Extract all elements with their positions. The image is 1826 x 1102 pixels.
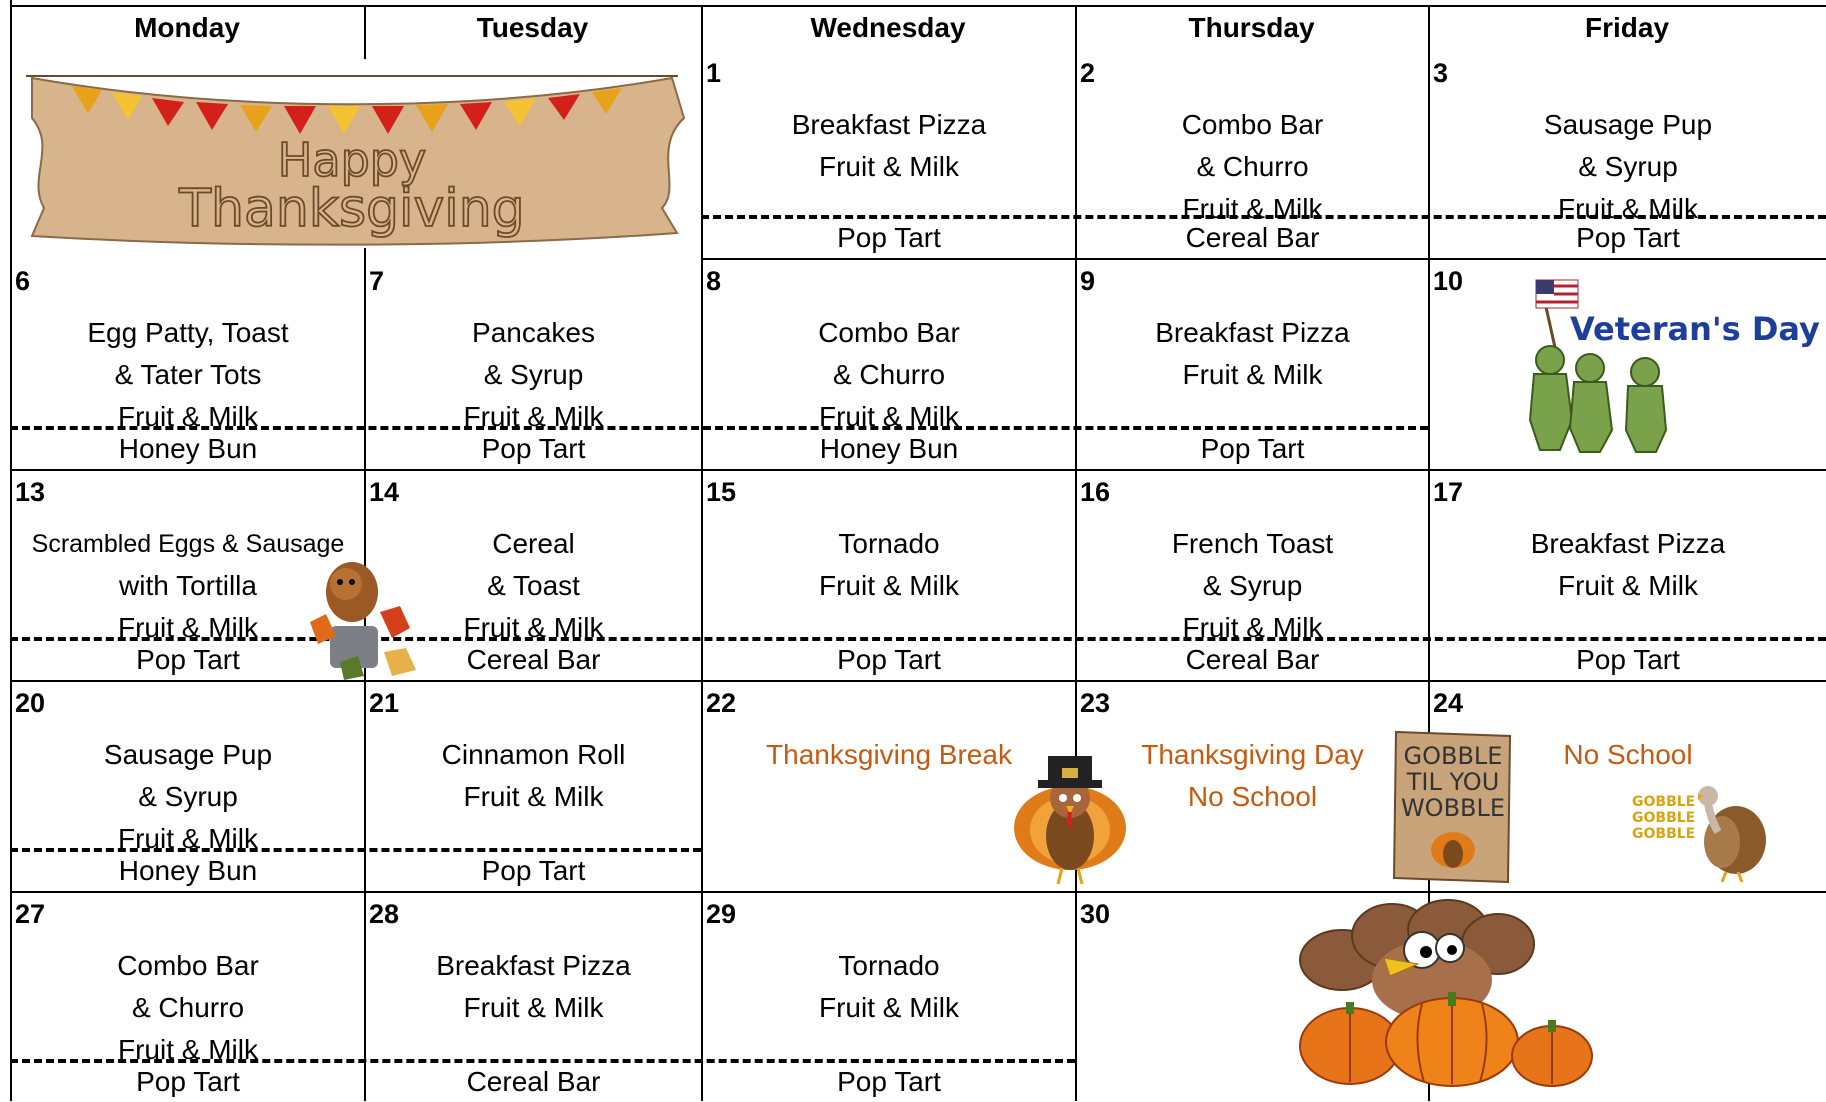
holiday-line: Thanksgiving Day bbox=[1141, 739, 1364, 770]
meal-line: Fruit & Milk bbox=[463, 401, 604, 432]
svg-text:Veteran's Day: Veteran's Day bbox=[1570, 310, 1820, 348]
meal-line: Combo Bar bbox=[117, 950, 259, 981]
svg-text:GOBBLE: GOBBLE bbox=[1632, 826, 1696, 842]
meal-lines bbox=[12, 312, 364, 438]
day-cell-8 bbox=[703, 260, 1075, 469]
holiday-note bbox=[703, 734, 1075, 776]
meal-line: Breakfast Pizza bbox=[1530, 528, 1726, 559]
day-number: 22 bbox=[706, 688, 737, 718]
day-cell-30 bbox=[1077, 893, 1428, 1101]
alternate-item: Pop Tart bbox=[481, 855, 586, 886]
meal-line: Breakfast Pizza bbox=[1155, 317, 1350, 348]
meal-line: Tornado bbox=[838, 528, 940, 559]
meal-line: & Churro bbox=[131, 992, 245, 1023]
day-cell-27 bbox=[12, 893, 364, 1101]
meal-line: Fruit & Milk bbox=[118, 1034, 258, 1065]
meal-line: & Tater Tots bbox=[114, 359, 262, 390]
meal-line: & Toast bbox=[487, 570, 580, 601]
meal-line: & Syrup bbox=[1578, 151, 1678, 182]
meal-line: Fruit & Milk bbox=[819, 151, 959, 182]
meal-line: Fruit & Milk bbox=[463, 781, 604, 812]
alternate-item: Pop Tart bbox=[837, 222, 941, 253]
svg-text:GOBBLE: GOBBLE bbox=[1403, 742, 1503, 770]
day-header-friday: Friday bbox=[1584, 12, 1670, 43]
day-number: 3 bbox=[1433, 58, 1449, 88]
meal-lines bbox=[366, 312, 701, 438]
day-number: 2 bbox=[1080, 58, 1096, 88]
alternate-item: Pop Tart bbox=[136, 644, 240, 675]
day-cell-1 bbox=[703, 52, 1075, 258]
meal-lines bbox=[12, 523, 364, 649]
svg-text:GOBBLE: GOBBLE bbox=[1632, 794, 1696, 810]
meal-lines bbox=[703, 104, 1075, 188]
alternate-item: Pop Tart bbox=[1200, 433, 1305, 464]
meal-line: & Syrup bbox=[138, 781, 238, 812]
alternate-item: Pop Tart bbox=[481, 433, 586, 464]
meal-line: Fruit & Milk bbox=[819, 992, 959, 1023]
meal-line: Breakfast Pizza bbox=[791, 109, 987, 140]
day-cell-10 bbox=[1430, 260, 1826, 469]
day-cell-16 bbox=[1077, 471, 1428, 680]
day-cell-3 bbox=[1430, 52, 1826, 258]
day-number: 1 bbox=[706, 58, 722, 88]
meal-lines bbox=[1077, 523, 1428, 649]
svg-text:Happy: Happy bbox=[277, 133, 427, 187]
day-number: 14 bbox=[369, 477, 400, 507]
day-header-monday: Monday bbox=[134, 12, 240, 43]
day-cell-6 bbox=[12, 260, 364, 469]
meal-line: Combo Bar bbox=[1181, 109, 1324, 140]
alternate-item: Cereal Bar bbox=[466, 644, 601, 675]
meal-line: Fruit & Milk bbox=[1182, 612, 1323, 643]
day-cell-21 bbox=[366, 682, 701, 891]
meal-lines bbox=[1077, 312, 1428, 396]
day-cell-15 bbox=[703, 471, 1075, 680]
meal-lines bbox=[366, 523, 701, 649]
meal-line: Egg Patty, Toast bbox=[87, 317, 289, 348]
svg-text:Thanksgiving: Thanksgiving bbox=[179, 179, 525, 239]
meal-line: Fruit & Milk bbox=[1558, 193, 1698, 224]
holiday-note bbox=[1430, 734, 1826, 776]
day-cell-22 bbox=[703, 682, 1075, 891]
svg-text:GOBBLE: GOBBLE bbox=[1632, 810, 1696, 826]
meal-line: Fruit & Milk bbox=[463, 992, 604, 1023]
day-number: 13 bbox=[15, 477, 46, 507]
meal-line: Scrambled Eggs & Sausage bbox=[31, 530, 345, 558]
meal-line: Sausage Pup bbox=[103, 739, 273, 770]
alternate-item: Honey Bun bbox=[118, 855, 258, 886]
alternate-item: Pop Tart bbox=[837, 644, 941, 675]
day-number: 8 bbox=[706, 266, 722, 296]
day-cell-29 bbox=[703, 893, 1075, 1101]
day-cell-7 bbox=[366, 260, 701, 469]
meal-line: Fruit & Milk bbox=[1182, 193, 1323, 224]
meal-lines bbox=[366, 945, 701, 1029]
meal-line: Fruit & Milk bbox=[118, 823, 258, 854]
alternate-item: Pop Tart bbox=[136, 1066, 240, 1097]
day-number: 16 bbox=[1080, 477, 1111, 507]
svg-text:WOBBLE: WOBBLE bbox=[1400, 794, 1506, 822]
day-cell-24 bbox=[1430, 682, 1826, 891]
holiday-note bbox=[1077, 734, 1428, 818]
day-cell-2 bbox=[1077, 52, 1428, 258]
day-number: 20 bbox=[15, 688, 46, 718]
meal-line: Cereal bbox=[492, 528, 575, 559]
day-number: 10 bbox=[1433, 266, 1464, 296]
day-cell-20 bbox=[12, 682, 364, 891]
meal-line: Breakfast Pizza bbox=[436, 950, 631, 981]
holiday-line: No School bbox=[1187, 781, 1318, 812]
alternate-item: Cereal Bar bbox=[1185, 222, 1320, 253]
day-cell-17 bbox=[1430, 471, 1826, 680]
meal-lines bbox=[366, 734, 701, 818]
meal-lines bbox=[703, 312, 1075, 438]
day-number: 27 bbox=[15, 899, 46, 929]
day-number: 29 bbox=[706, 899, 737, 929]
day-number: 24 bbox=[1433, 688, 1464, 718]
day-cell-23 bbox=[1077, 682, 1428, 891]
alternate-item: Honey Bun bbox=[819, 433, 959, 464]
alternate-item: Pop Tart bbox=[1576, 222, 1680, 253]
meal-line: Pancakes bbox=[472, 317, 595, 348]
meal-lines bbox=[1077, 104, 1428, 230]
svg-text:TIL YOU: TIL YOU bbox=[1406, 768, 1500, 796]
holiday-line: Thanksgiving Break bbox=[766, 739, 1012, 770]
meal-line: Fruit & Milk bbox=[819, 401, 959, 432]
happy-thanksgiving-banner bbox=[12, 58, 692, 248]
day-number: 9 bbox=[1080, 266, 1096, 296]
alternate-item: Cereal Bar bbox=[1185, 644, 1320, 675]
day-number: 6 bbox=[15, 266, 31, 296]
meal-line: & Churro bbox=[832, 359, 946, 390]
day-cell-28 bbox=[366, 893, 701, 1101]
day-cell-9 bbox=[1077, 260, 1428, 469]
meal-lines bbox=[12, 734, 364, 860]
meal-line: & Churro bbox=[1196, 151, 1309, 182]
meal-line: & Syrup bbox=[483, 359, 584, 390]
meal-line: Fruit & Milk bbox=[1182, 359, 1323, 390]
meal-lines bbox=[703, 945, 1075, 1029]
day-cell-13 bbox=[12, 471, 364, 680]
alternate-item: Honey Bun bbox=[118, 433, 258, 464]
meal-line: Tornado bbox=[838, 950, 940, 981]
meal-line: French Toast bbox=[1171, 528, 1334, 559]
meal-line: Fruit & Milk bbox=[1558, 570, 1698, 601]
meal-line: & Syrup bbox=[1202, 570, 1303, 601]
meal-lines bbox=[12, 945, 364, 1071]
meal-line: Fruit & Milk bbox=[463, 612, 604, 643]
alternate-item: Pop Tart bbox=[1576, 644, 1680, 675]
alternate-item: Cereal Bar bbox=[466, 1066, 601, 1097]
meal-lines bbox=[1430, 104, 1826, 230]
meal-line: Fruit & Milk bbox=[118, 612, 258, 643]
day-number: 15 bbox=[706, 477, 737, 507]
day-number: 17 bbox=[1433, 477, 1464, 507]
meal-line: Fruit & Milk bbox=[819, 570, 959, 601]
day-cell-14 bbox=[366, 471, 701, 680]
day-header-thursday: Thursday bbox=[1188, 12, 1315, 43]
meal-line: Fruit & Milk bbox=[118, 401, 258, 432]
day-number: 7 bbox=[369, 266, 385, 296]
day-number: 23 bbox=[1080, 688, 1111, 718]
day-number: 30 bbox=[1080, 899, 1111, 929]
meal-line: with Tortilla bbox=[119, 570, 257, 601]
meal-line: Combo Bar bbox=[818, 317, 960, 348]
meal-lines bbox=[1430, 523, 1826, 607]
day-header-tuesday: Tuesday bbox=[476, 12, 589, 43]
alternate-item: Pop Tart bbox=[837, 1066, 941, 1097]
day-header-wednesday: Wednesday bbox=[810, 12, 966, 43]
meal-line: Cinnamon Roll bbox=[441, 739, 626, 770]
meal-lines bbox=[703, 523, 1075, 607]
day-number: 21 bbox=[369, 688, 400, 718]
holiday-line: No School bbox=[1563, 739, 1693, 770]
meal-line: Sausage Pup bbox=[1543, 109, 1713, 140]
day-number: 28 bbox=[369, 899, 400, 929]
